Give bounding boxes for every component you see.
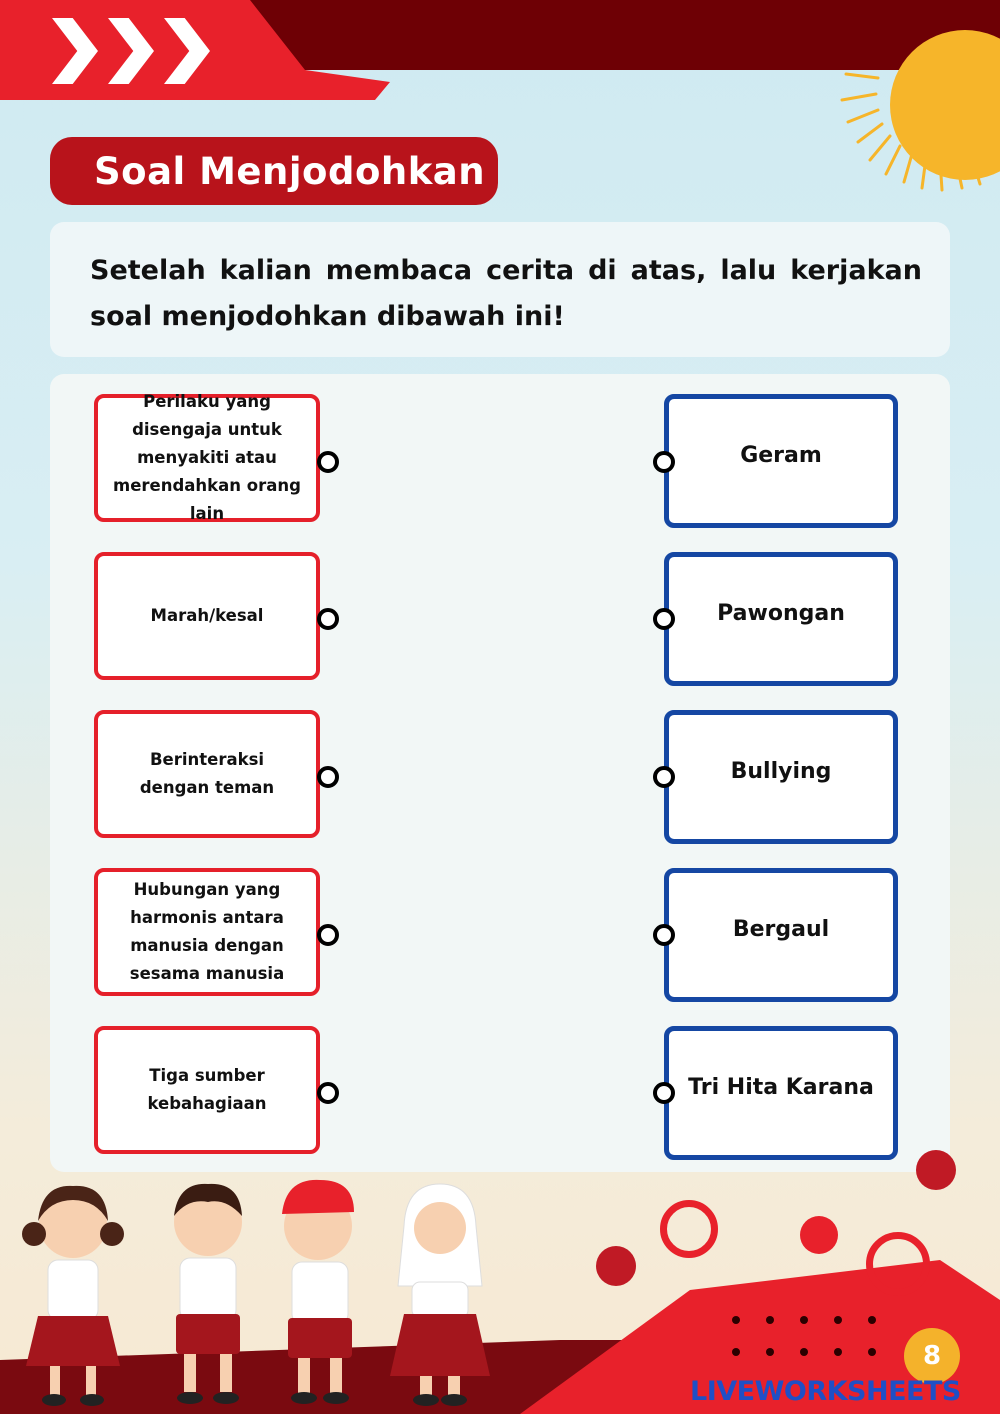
left-item-text: Tiga sumber kebahagiaan — [147, 1066, 267, 1113]
left-connector-dot[interactable] — [317, 766, 339, 788]
page-number: 8 — [922, 1341, 942, 1371]
right-item-box — [664, 1026, 898, 1160]
right-item-text: Pawongan — [717, 601, 845, 626]
right-connector-dot[interactable] — [653, 451, 675, 473]
right-item-text: Bullying — [730, 759, 832, 784]
left-item-box — [94, 1026, 320, 1154]
left-item-box — [94, 710, 320, 838]
right-item-box — [664, 552, 898, 686]
right-item-text: Geram — [740, 443, 822, 468]
right-connector-dot[interactable] — [653, 766, 675, 788]
circle-decoration — [596, 1246, 636, 1286]
children-illustration — [8, 1176, 528, 1410]
left-connector-dot[interactable] — [317, 924, 339, 946]
left-connector-dot[interactable] — [317, 451, 339, 473]
right-item-box — [664, 868, 898, 1002]
left-connector-dot[interactable] — [317, 1082, 339, 1104]
left-item-box — [94, 394, 320, 522]
liveworksheets-watermark — [690, 1376, 961, 1407]
ring-decoration — [866, 1232, 930, 1296]
instruction-card — [50, 222, 950, 357]
circle-decoration — [800, 1216, 838, 1254]
left-item-box — [94, 868, 320, 996]
right-connector-dot[interactable] — [653, 924, 675, 946]
instruction-text: Setelah kalian membaca cerita di atas, lalu kerjakan soal menjodohkan dibawah ini! — [90, 255, 922, 332]
right-item-text: Tri Hita Karana — [688, 1075, 874, 1100]
right-item-text: Bergaul — [732, 917, 830, 942]
left-item-text: Hubungan yang harmonis antara manusia dengan sesama manusia — [129, 880, 285, 983]
right-connector-dot[interactable] — [653, 1082, 675, 1104]
left-item-box — [94, 552, 320, 680]
right-item-box — [664, 710, 898, 844]
right-connector-dot[interactable] — [653, 608, 675, 630]
left-item-text: Berinteraksi dengan teman — [139, 750, 275, 797]
left-item-text: Marah/kesal — [150, 606, 264, 625]
ring-decoration — [660, 1200, 718, 1258]
circle-decoration — [916, 1150, 956, 1190]
left-item-text: Perilaku yang disengaja untuk menyakiti atau merendahkan orang lain — [113, 392, 301, 523]
page-title: Soal Menjodohkan — [94, 149, 486, 193]
watermark-text: LIVEWORKSHEETS — [690, 1376, 961, 1407]
title-banner — [50, 137, 498, 205]
right-item-box — [664, 394, 898, 528]
left-connector-dot[interactable] — [317, 608, 339, 630]
